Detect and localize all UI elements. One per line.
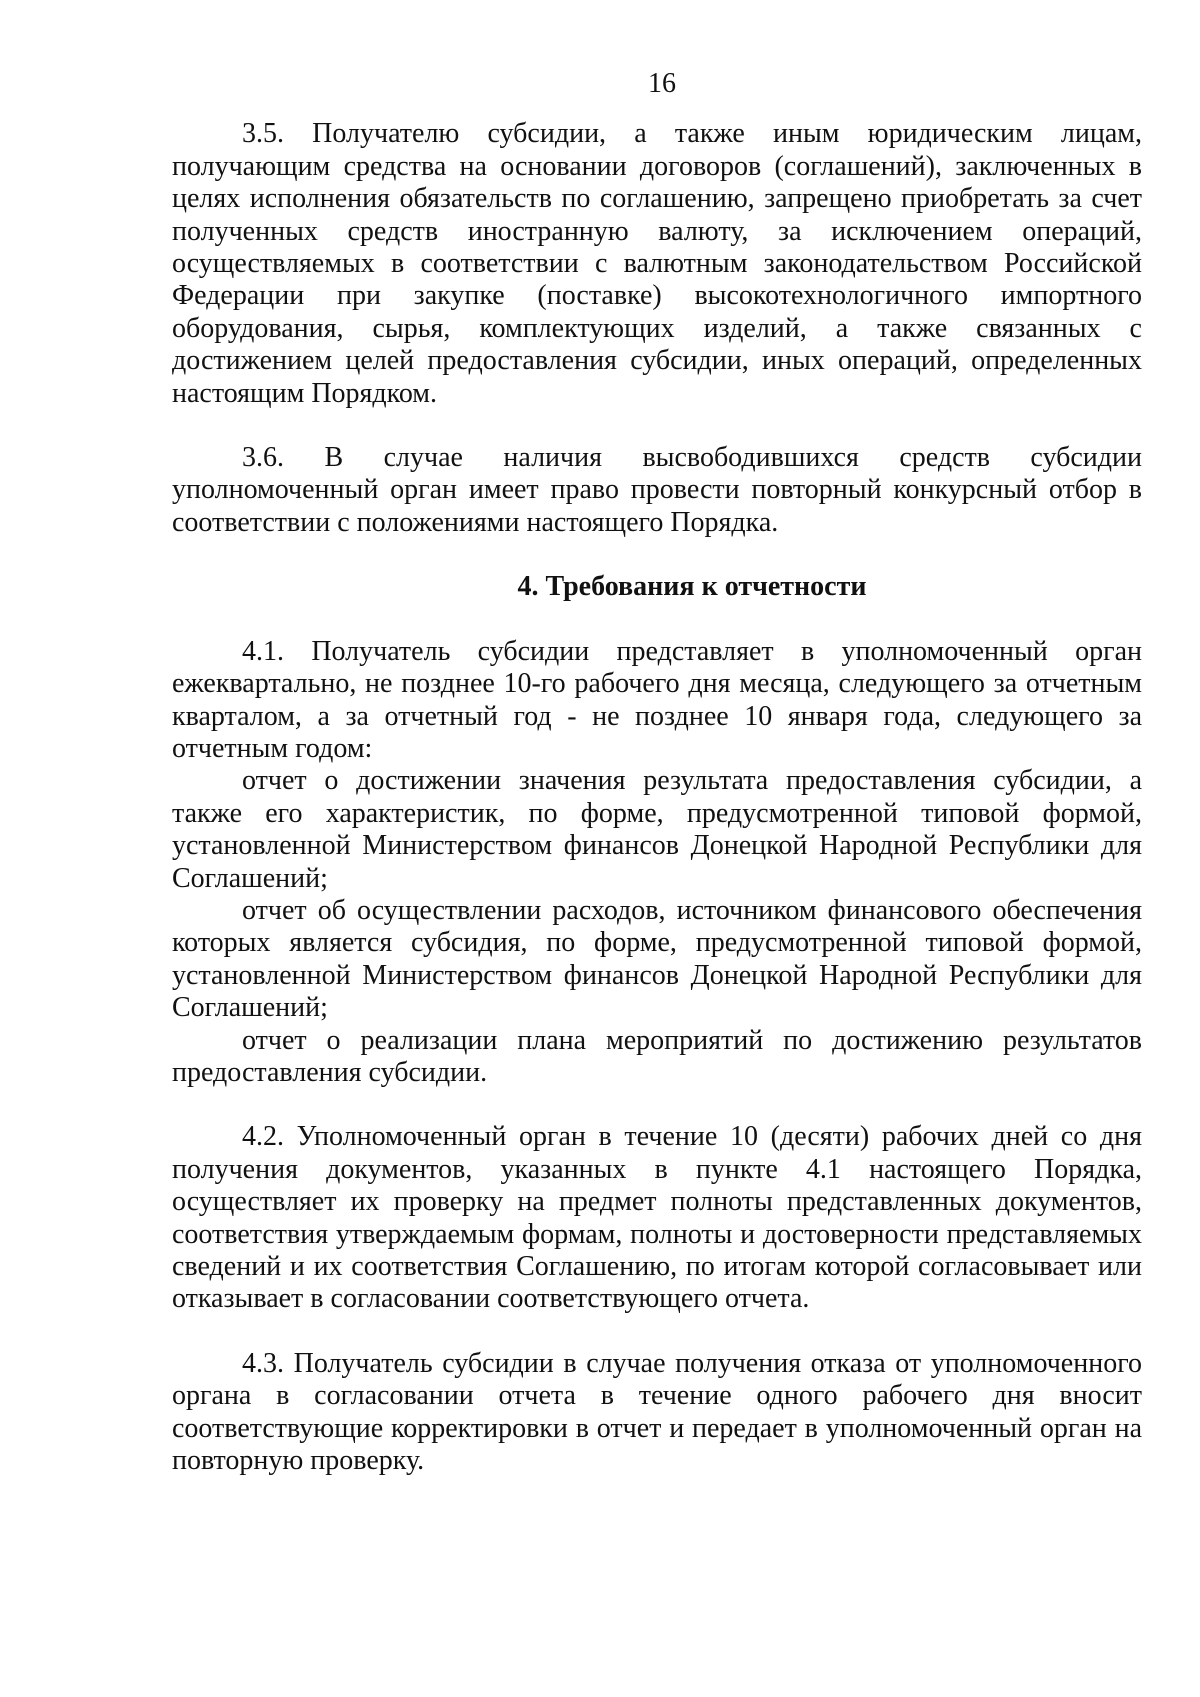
paragraph-4-1-intro: 4.1. Получатель субсидии представляет в уполномоченный орган ежеквартально, не позднее 10-го рабочего дня месяца, следующего за отчетным кварталом, а за отчетный год - не позднее 10 января года, следующего за отчетным годом: bbox=[172, 635, 1142, 764]
paragraph-4-2: 4.2. Уполномоченный орган в течение 10 (десяти) рабочих дней со дня получения документов, указанных в пункте 4.1 настоящего Порядка, осуществляет их проверку на предмет полноты представленных документов, соответствия утверждаемым формам, полноты и достоверности представляемых сведений и их соответствия Соглашению, по итогам которой согласовывает или отказывает в согласовании соответствующего отчета. bbox=[172, 1121, 1142, 1315]
document-page bbox=[172, 68, 1142, 1477]
section-heading: 4. Требования к отчетности bbox=[517, 571, 867, 603]
paragraph-4-1-item: отчет о реализации плана мероприятий по достижению результатов предоставления субсидии. bbox=[172, 1024, 1142, 1088]
paragraph-3-6: 3.6. В случае наличия высвободившихся средств субсидии уполномоченный орган имеет право провести повторный конкурсный отбор в соответствии с положениями настоящего Порядка. bbox=[172, 442, 1142, 538]
paragraph-4-1-item: отчет о достижении значения результата предоставления субсидии, а также его характеристик, по форме, предусмотренной типовой формой, установленной Министерством финансов Донецкой Народной Республики для Соглашений; bbox=[172, 765, 1142, 894]
page-number: 16 bbox=[648, 68, 676, 99]
paragraph-4-3: 4.3. Получатель субсидии в случае получения отказа от уполномоченного органа в согласовании отчета в течение одного рабочего дня вносит соответствующие корректировки в отчет и передает в уполномоченный орган на повторную проверку. bbox=[172, 1347, 1142, 1477]
paragraph-3-5: 3.5. Получателю субсидии, а также иным юридическим лицам, получающим средства на основании договоров (соглашений), заключенных в целях исполнения обязательств по соглашению, запрещено приобретать за счет полученных средств иностранную валюту, за исключением операций, осуществляемых в соответствии с валютным законодательством Российской Федерации при закупке (поставке) высокотехнологичного импортного оборудования, сырья, комплектующих изделий, а также связанных с достижением целей предоставления субсидии, иных операций, определенных настоящим Порядком. bbox=[172, 118, 1142, 409]
paragraph-4-1-item: отчет об осуществлении расходов, источником финансового обеспечения которых является субсидия, по форме, предусмотренной типовой формой, установленной Министерством финансов Донецкой Народной Республики для Соглашений; bbox=[172, 894, 1142, 1024]
